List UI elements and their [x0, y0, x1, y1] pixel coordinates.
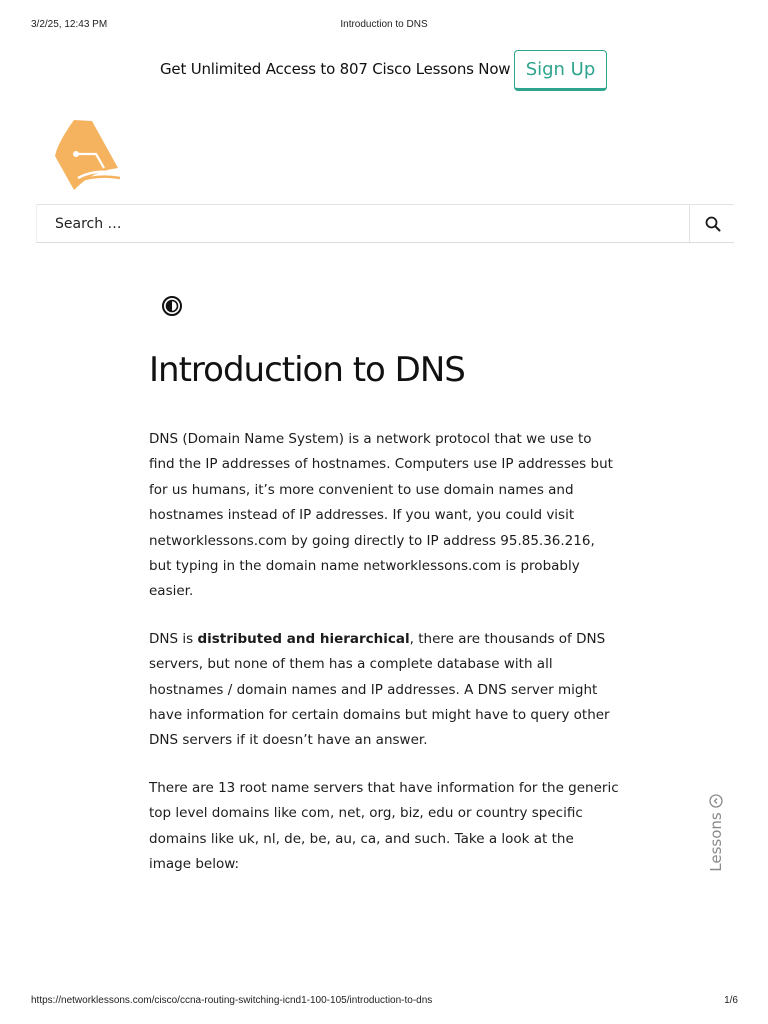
lessons-tab[interactable] [704, 792, 728, 884]
signup-button[interactable]: Sign Up [514, 50, 607, 91]
paragraph-text: DNS is [149, 630, 198, 647]
search-input[interactable] [37, 205, 689, 242]
promo-text: Get Unlimited Access to 807 Cisco Lessons Now [160, 60, 511, 78]
article-paragraph: There are 13 root name servers that have information for the generic top level domains like com, net, org, biz, edu or country specific domains like uk, nl, de, be, au, ca, and such. Take a look at the image below: [149, 779, 619, 873]
article-body [149, 427, 619, 900]
bold-text: distributed and hierarchical [197, 630, 410, 647]
article-paragraph: DNS (Domain Name System) is a network protocol that we use to find the IP addresses of hostnames. Computers use IP addresses but for us humans, it’s more convenient to use domain names and hostnames instead of IP addresses. If you want, you could visit networklessons.com by going directly to IP address 95.85.36.216, but typing in the domain name networklessons.com is probably easier. [149, 431, 613, 600]
print-datetime: 3/2/25, 12:43 PM [31, 19, 108, 30]
print-footer [0, 995, 768, 1009]
article-paragraph [149, 627, 619, 754]
paragraph-text: , there are thousands of DNS servers, but none of them has a complete database with all hostnames / domain names and IP addresses. A DNS server might have information for certain domains but might have to query other DNS servers if it doesn’t have an answer. [149, 630, 610, 749]
print-url: https://networklessons.com/cisco/ccna-routing-switching-icnd1-100-105/introduction-to-dns [31, 995, 433, 1006]
lessons-label: Lessons [707, 812, 725, 872]
chevron-left-circle-icon [709, 794, 723, 808]
print-title: Introduction to DNS [340, 19, 428, 30]
print-page-number: 1/6 [724, 995, 738, 1006]
search-icon [705, 216, 721, 232]
contrast-icon [161, 295, 183, 317]
site-logo[interactable] [52, 118, 122, 192]
search-bar [36, 204, 734, 243]
page-title: Introduction to DNS [149, 350, 465, 390]
print-header [0, 19, 768, 33]
contrast-toggle[interactable] [161, 295, 183, 317]
logo-icon [52, 118, 122, 192]
search-button[interactable] [689, 205, 735, 242]
